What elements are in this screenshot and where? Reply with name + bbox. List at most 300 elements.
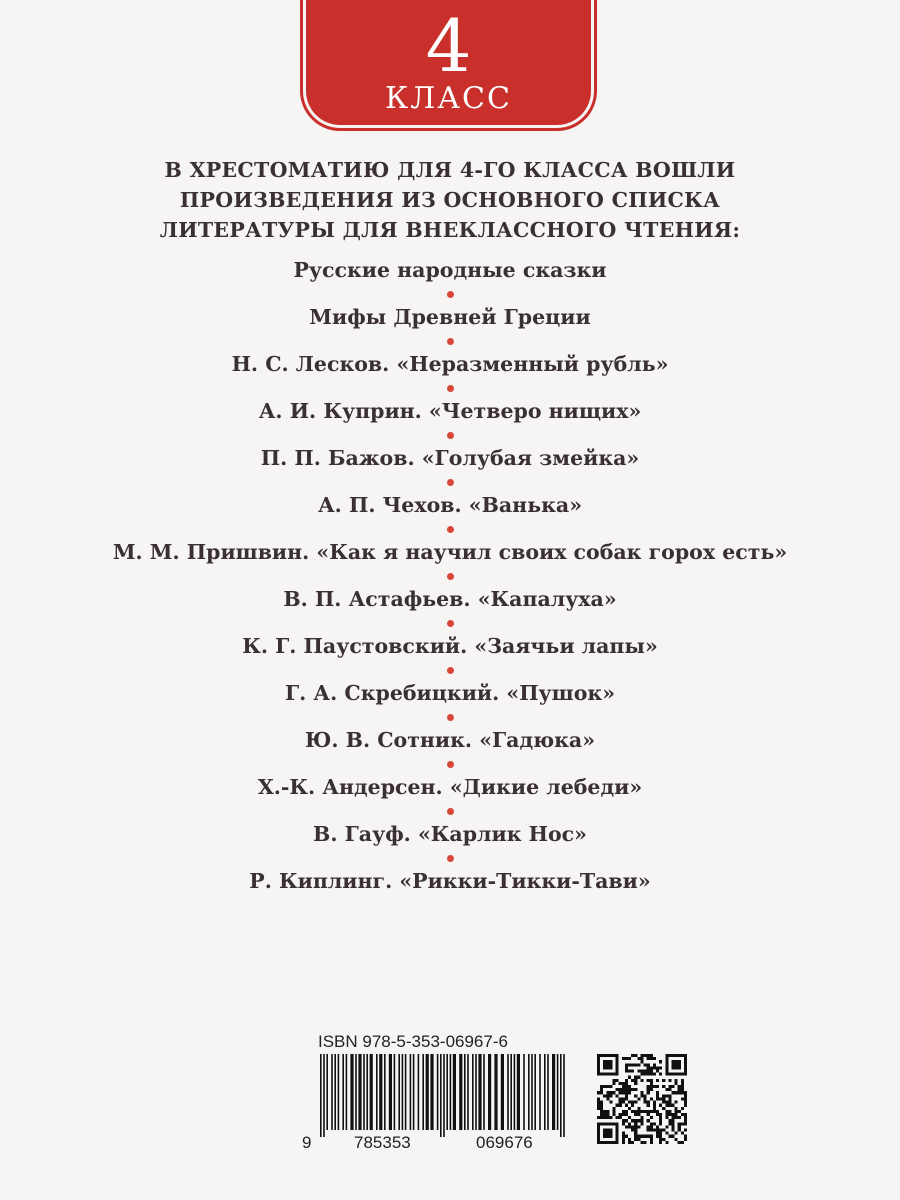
qr-module: [634, 1110, 637, 1113]
separator-dot: [0, 473, 900, 491]
qr-module: [616, 1070, 619, 1073]
qr-module: [631, 1104, 634, 1107]
qr-module: [650, 1138, 653, 1141]
qr-module: [628, 1138, 631, 1141]
qr-module: [681, 1082, 684, 1085]
work-item: П. П. Бажов. «Голубая змейка»: [260, 446, 640, 470]
qr-module: [671, 1073, 674, 1076]
qr-module: [650, 1122, 653, 1125]
qr-module: [616, 1141, 619, 1144]
qr-module: [647, 1088, 650, 1091]
qr-module: [622, 1132, 625, 1135]
qr-module: [662, 1079, 665, 1082]
qr-module: [650, 1057, 653, 1060]
barcode-bar: [376, 1054, 378, 1130]
qr-module: [609, 1091, 612, 1094]
qr-module: [597, 1097, 600, 1100]
qr-module: [606, 1091, 609, 1094]
qr-module: [650, 1085, 653, 1088]
qr-module: [606, 1063, 609, 1066]
qr-module: [622, 1057, 625, 1060]
qr-module: [600, 1141, 603, 1144]
qr-module: [675, 1063, 678, 1066]
qr-module: [650, 1110, 653, 1113]
dot-icon: [447, 338, 454, 345]
qr-module: [662, 1128, 665, 1131]
qr-module: [647, 1066, 650, 1069]
qr-module: [625, 1119, 628, 1122]
work-item: Н. С. Лесков. «Неразменный рубль»: [231, 352, 669, 376]
qr-module: [613, 1110, 616, 1113]
qr-module: [668, 1085, 671, 1088]
qr-module: [603, 1085, 606, 1088]
qr-module: [634, 1054, 637, 1057]
barcode-bar: [534, 1054, 536, 1130]
qr-module: [656, 1097, 659, 1100]
qr-module: [650, 1066, 653, 1069]
qr-module: [637, 1110, 640, 1113]
barcode-bar: [464, 1054, 466, 1130]
work-item: В. Гауф. «Карлик Нос»: [313, 822, 587, 846]
qr-module: [650, 1135, 653, 1138]
qr-module: [668, 1054, 671, 1057]
qr-module: [671, 1116, 674, 1119]
qr-module: [603, 1054, 606, 1057]
qr-module: [656, 1066, 659, 1069]
qr-module: [647, 1054, 650, 1057]
qr-module: [681, 1113, 684, 1116]
qr-module: [609, 1135, 612, 1138]
qr-module: [665, 1125, 668, 1128]
barcode-bar: [426, 1054, 429, 1130]
qr-module: [653, 1066, 656, 1069]
qr-module: [684, 1122, 687, 1125]
qr-module: [609, 1132, 612, 1135]
intro-line: ПРОИЗВЕДЕНИЯ ИЗ ОСНОВНОГО СПИСКА: [179, 188, 721, 212]
work-item: А. И. Куприн. «Четверо нищих»: [258, 399, 642, 423]
qr-module: [684, 1128, 687, 1131]
barcode-bar: [501, 1054, 504, 1130]
qr-module: [678, 1128, 681, 1131]
qr-module: [634, 1113, 637, 1116]
qr-module: [606, 1060, 609, 1063]
qr-module: [671, 1085, 674, 1088]
qr-module: [622, 1141, 625, 1144]
qr-module: [616, 1094, 619, 1097]
qr-module: [603, 1128, 606, 1131]
barcode-bar: [453, 1054, 456, 1130]
qr-module: [609, 1141, 612, 1144]
qr-module: [644, 1135, 647, 1138]
qr-module: [603, 1094, 606, 1097]
barcode-bar: [467, 1054, 469, 1130]
qr-module: [625, 1094, 628, 1097]
qr-module: [603, 1132, 606, 1135]
qr-module: [659, 1113, 662, 1116]
qr-module: [622, 1088, 625, 1091]
qr-module: [616, 1060, 619, 1063]
qr-module: [616, 1132, 619, 1135]
separator-dot: [0, 708, 900, 726]
qr-module: [659, 1116, 662, 1119]
qr-module: [613, 1082, 616, 1085]
qr-module: [616, 1128, 619, 1131]
barcode-bar: [384, 1054, 386, 1130]
qr-module: [684, 1073, 687, 1076]
barcode-bar: [405, 1054, 407, 1130]
qr-module: [609, 1094, 612, 1097]
qr-module: [606, 1097, 609, 1100]
qr-module: [603, 1135, 606, 1138]
qr-module: [675, 1138, 678, 1141]
qr-module: [622, 1135, 625, 1138]
qr-module: [681, 1107, 684, 1110]
qr-module: [640, 1110, 643, 1113]
qr-module: [675, 1054, 678, 1057]
qr-module: [668, 1104, 671, 1107]
qr-module: [684, 1097, 687, 1100]
qr-module: [665, 1073, 668, 1076]
qr-module: [597, 1066, 600, 1069]
qr-module: [681, 1122, 684, 1125]
qr-module: [606, 1128, 609, 1131]
qr-module: [597, 1122, 600, 1125]
barcode-bar: [398, 1054, 400, 1130]
qr-module: [631, 1119, 634, 1122]
qr-module: [684, 1057, 687, 1060]
barcode-bar: [410, 1054, 412, 1130]
qr-module: [665, 1063, 668, 1066]
qr-module: [606, 1085, 609, 1088]
qr-module: [684, 1104, 687, 1107]
qr-module: [653, 1128, 656, 1131]
qr-module: [684, 1101, 687, 1104]
work-item: К. Г. Паустовский. «Заячьи лапы»: [242, 634, 658, 658]
barcode-bar: [563, 1054, 565, 1137]
qr-module: [640, 1119, 643, 1122]
qr-module: [616, 1088, 619, 1091]
qr-module: [665, 1101, 668, 1104]
qr-module: [634, 1088, 637, 1091]
qr-module: [644, 1063, 647, 1066]
qr-module: [678, 1091, 681, 1094]
qr-module: [619, 1113, 622, 1116]
qr-module: [619, 1082, 622, 1085]
qr-module: [625, 1113, 628, 1116]
qr-module: [650, 1128, 653, 1131]
qr-module: [603, 1066, 606, 1069]
qr-module: [603, 1122, 606, 1125]
qr-module: [671, 1104, 674, 1107]
qr-module: [665, 1141, 668, 1144]
qr-module: [625, 1079, 628, 1082]
barcode-digits: [300, 1133, 570, 1159]
qr-module: [684, 1138, 687, 1141]
barcode-bar: [557, 1054, 559, 1130]
qr-module: [628, 1057, 631, 1060]
barcode-bar: [346, 1054, 348, 1130]
qr-module: [631, 1101, 634, 1104]
dot-icon: [447, 432, 454, 439]
qr-module: [628, 1125, 631, 1128]
grade-word: КЛАСС: [385, 81, 512, 116]
qr-module: [656, 1070, 659, 1073]
qr-module: [631, 1128, 634, 1131]
qr-module: [637, 1113, 640, 1116]
qr-module: [625, 1097, 628, 1100]
grade-badge: [306, 0, 591, 125]
qr-module: [628, 1070, 631, 1073]
qr-module: [619, 1104, 622, 1107]
intro-text: [0, 155, 900, 245]
barcode-bar: [507, 1054, 509, 1130]
separator-dot: [0, 426, 900, 444]
qr-module: [675, 1073, 678, 1076]
qr-module: [625, 1125, 628, 1128]
qr-module: [659, 1122, 662, 1125]
qr-module: [603, 1060, 606, 1063]
qr-module: [647, 1079, 650, 1082]
work-item: В. П. Астафьев. «Капалуха»: [283, 587, 617, 611]
qr-module: [665, 1132, 668, 1135]
qr-module: [597, 1091, 600, 1094]
qr-module: [671, 1135, 674, 1138]
qr-module: [609, 1060, 612, 1063]
qr-module: [678, 1116, 681, 1119]
qr-module: [656, 1085, 659, 1088]
qr-module: [644, 1110, 647, 1113]
qr-module: [609, 1073, 612, 1076]
qr-module: [644, 1054, 647, 1057]
barcode-bar: [531, 1054, 533, 1130]
dot-icon: [447, 385, 454, 392]
qr-module: [675, 1082, 678, 1085]
barcode-bar: [370, 1054, 373, 1130]
qr-module: [662, 1085, 665, 1088]
qr-module: [647, 1085, 650, 1088]
qr-module: [609, 1085, 612, 1088]
qr-module: [656, 1128, 659, 1131]
barcode-bar: [475, 1054, 477, 1130]
qr-module: [600, 1113, 603, 1116]
qr-module: [656, 1135, 659, 1138]
qr-module: [644, 1073, 647, 1076]
qr-module: [640, 1070, 643, 1073]
dot-icon: [447, 573, 454, 580]
qr-module: [665, 1104, 668, 1107]
qr-module: [634, 1128, 637, 1131]
qr-module: [653, 1122, 656, 1125]
qr-module: [603, 1113, 606, 1116]
qr-module: [628, 1085, 631, 1088]
qr-module: [613, 1113, 616, 1116]
qr-module: [616, 1116, 619, 1119]
qr-module: [625, 1088, 628, 1091]
barcode-bar: [437, 1054, 439, 1130]
qr-module: [631, 1079, 634, 1082]
barcode-bar: [544, 1054, 546, 1130]
qr-module: [678, 1060, 681, 1063]
qr-module: [631, 1110, 634, 1113]
qr-module: [616, 1104, 619, 1107]
qr-module: [634, 1076, 637, 1079]
qr-module: [622, 1110, 625, 1113]
qr-module: [678, 1141, 681, 1144]
intro-line: ЛИТЕРАТУРЫ ДЛЯ ВНЕКЛАССНОГО ЧТЕНИЯ:: [159, 218, 741, 242]
qr-module: [634, 1122, 637, 1125]
qr-module: [684, 1116, 687, 1119]
qr-module: [625, 1066, 628, 1069]
barcode-bar: [422, 1054, 424, 1130]
qr-module: [597, 1054, 600, 1057]
qr-module: [622, 1085, 625, 1088]
qr-module: [659, 1132, 662, 1135]
qr-module: [650, 1125, 653, 1128]
qr-module: [622, 1101, 625, 1104]
qr-module: [665, 1116, 668, 1119]
qr-module: [640, 1122, 643, 1125]
qr-module: [625, 1110, 628, 1113]
qr-module: [665, 1070, 668, 1073]
qr-module: [647, 1057, 650, 1060]
qr-module: [625, 1070, 628, 1073]
qr-module: [628, 1122, 631, 1125]
barcode-bar: [440, 1054, 442, 1137]
barcode-bar: [528, 1054, 530, 1130]
qr-module: [625, 1135, 628, 1138]
qr-module: [668, 1094, 671, 1097]
qr-module: [671, 1060, 674, 1063]
qr-module: [637, 1097, 640, 1100]
qr-module: [606, 1110, 609, 1113]
separator-dot: [0, 849, 900, 867]
qr-module: [616, 1057, 619, 1060]
qr-module: [684, 1054, 687, 1057]
qr-module: [600, 1054, 603, 1057]
barcode-bar: [413, 1054, 415, 1130]
qr-module: [616, 1122, 619, 1125]
qr-module: [616, 1125, 619, 1128]
qr-module: [603, 1110, 606, 1113]
qr-module: [640, 1073, 643, 1076]
barcode-bar: [418, 1054, 420, 1130]
qr-module: [628, 1091, 631, 1094]
barcode-bar: [494, 1054, 497, 1130]
barcode-bar: [552, 1054, 555, 1130]
qr-module: [653, 1073, 656, 1076]
qr-module: [665, 1054, 668, 1057]
qr-module: [668, 1097, 671, 1100]
qr-module: [606, 1141, 609, 1144]
qr-module: [678, 1066, 681, 1069]
qr-module: [619, 1088, 622, 1091]
qr-module: [675, 1060, 678, 1063]
qr-module: [659, 1138, 662, 1141]
qr-module: [609, 1128, 612, 1131]
intro-line: В ХРЕСТОМАТИЮ ДЛЯ 4-ГО КЛАССА ВОШЛИ: [164, 158, 736, 182]
qr-module: [628, 1141, 631, 1144]
qr-module: [606, 1132, 609, 1135]
qr-module: [640, 1054, 643, 1057]
qr-module: [684, 1135, 687, 1138]
qr-module: [671, 1128, 674, 1131]
qr-module: [647, 1104, 650, 1107]
qr-module: [671, 1066, 674, 1069]
qr-module: [668, 1079, 671, 1082]
qr-module: [656, 1113, 659, 1116]
qr-module: [637, 1070, 640, 1073]
qr-module: [671, 1119, 674, 1122]
qr-module: [625, 1091, 628, 1094]
qr-module: [634, 1125, 637, 1128]
qr-module: [637, 1063, 640, 1066]
barcode-first-digit: 9: [302, 1133, 312, 1152]
qr-module: [671, 1125, 674, 1128]
qr-module: [606, 1066, 609, 1069]
qr-module: [662, 1097, 665, 1100]
qr-module: [613, 1079, 616, 1082]
work-item: М. М. Пришвин. «Как я научил своих собак горох есть»: [112, 540, 788, 564]
qr-module: [656, 1132, 659, 1135]
barcode-bar: [478, 1054, 481, 1130]
qr-module: [625, 1063, 628, 1066]
qr-module: [625, 1104, 628, 1107]
barcode-bar: [510, 1054, 512, 1130]
qr-module: [684, 1094, 687, 1097]
qr-module: [681, 1085, 684, 1088]
separator-dot: [0, 332, 900, 350]
qr-module: [634, 1132, 637, 1135]
qr-module: [622, 1119, 625, 1122]
qr-module: [671, 1091, 674, 1094]
qr-module: [597, 1073, 600, 1076]
qr-module: [681, 1091, 684, 1094]
isbn-label: ISBN 978-5-353-06967-6: [318, 1032, 508, 1051]
qr-module: [656, 1125, 659, 1128]
qr-module: [634, 1082, 637, 1085]
qr-module: [606, 1054, 609, 1057]
barcode-bar: [389, 1054, 392, 1130]
qr-module: [647, 1119, 650, 1122]
qr-module: [631, 1088, 634, 1091]
barcode-bar: [488, 1054, 491, 1130]
works-list: [0, 256, 900, 896]
barcode-bar: [459, 1054, 462, 1130]
qr-module: [606, 1113, 609, 1116]
qr-module: [597, 1132, 600, 1135]
qr-module: [644, 1097, 647, 1100]
qr-module: [637, 1135, 640, 1138]
qr-module: [668, 1101, 671, 1104]
qr-module: [675, 1132, 678, 1135]
qr-module: [668, 1110, 671, 1113]
qr-module: [597, 1107, 600, 1110]
qr-module: [678, 1054, 681, 1057]
qr-module: [606, 1135, 609, 1138]
qr-module: [616, 1138, 619, 1141]
qr-module: [656, 1079, 659, 1082]
barcode-bar: [402, 1054, 404, 1130]
qr-module: [628, 1107, 631, 1110]
barcode-bar: [514, 1054, 516, 1130]
qr-module: [640, 1141, 643, 1144]
qr-module: [675, 1107, 678, 1110]
dot-icon: [447, 620, 454, 627]
qr-module: [644, 1141, 647, 1144]
qr-module: [684, 1119, 687, 1122]
qr-module: [659, 1104, 662, 1107]
qr-module: [631, 1063, 634, 1066]
